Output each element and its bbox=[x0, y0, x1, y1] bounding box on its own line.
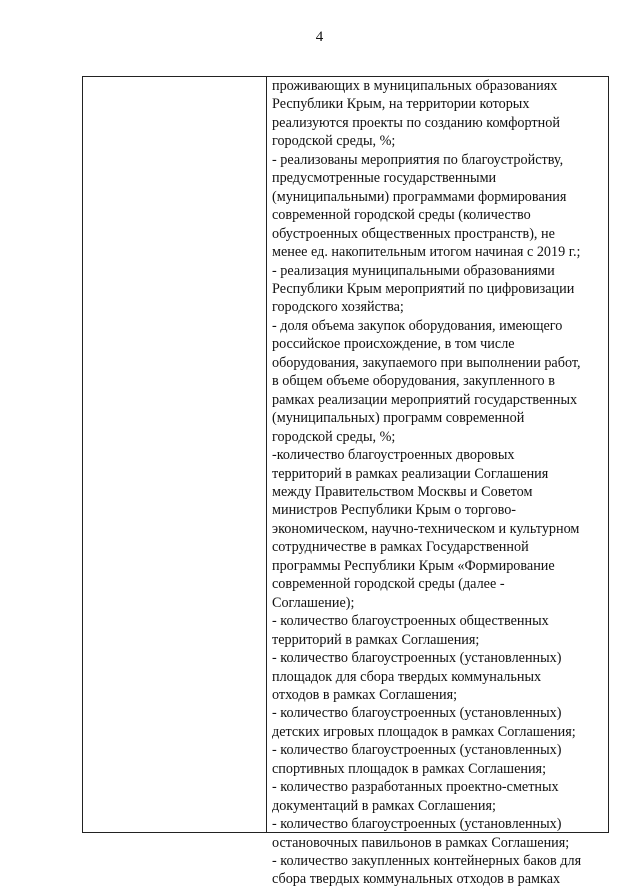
text-line: - количество благоустроенных общественных bbox=[272, 613, 549, 630]
text-line: площадок для сбора твердых коммунальных bbox=[272, 668, 542, 685]
text-line: обустроенных общественных пространств), не bbox=[272, 225, 555, 242]
text-line: российское происхождение, в том числе bbox=[272, 336, 515, 353]
text-line: программы Республики Крым «Формирование bbox=[272, 557, 555, 574]
text-line: территорий в рамках Соглашения; bbox=[272, 631, 480, 648]
page-number: 4 bbox=[315, 29, 324, 45]
text-line: -количество благоустроенных дворовых bbox=[272, 447, 515, 464]
table-left-cell bbox=[83, 77, 267, 832]
text-line: реализуются проекты по созданию комфортной bbox=[272, 114, 560, 131]
text-line: (муниципальными) программами формирования bbox=[272, 188, 567, 205]
text-line: - количество благоустроенных (установленных) bbox=[272, 742, 562, 759]
text-line: оборудования, закупаемого при выполнении работ, bbox=[272, 354, 581, 371]
text-line: современной городской среды (количество bbox=[272, 207, 531, 224]
text-line: предусмотренные государственными bbox=[272, 170, 497, 187]
text-line: - количество благоустроенных (установленных) bbox=[272, 650, 562, 667]
text-line: - количество благоустроенных (установленных) bbox=[272, 705, 562, 722]
text-line: городской среды, %; bbox=[272, 133, 396, 150]
text-line: между Правительством Москвы и Советом bbox=[272, 483, 533, 500]
document-table bbox=[82, 76, 609, 888]
text-line: - реализованы мероприятия по благоустройству, bbox=[272, 151, 564, 168]
text-line: экономическом, научно-техническом и культурном bbox=[272, 520, 580, 537]
text-line: - количество благоустроенных (установленных) bbox=[272, 816, 562, 833]
text-line: Республики Крым мероприятий по цифровизации bbox=[272, 280, 575, 297]
text-line: проживающих в муниципальных образованиях bbox=[272, 78, 558, 94]
text-line: документаций в рамках Соглашения; bbox=[272, 797, 496, 814]
text-line: министров Республики Крым о торгово- bbox=[272, 502, 517, 519]
text-line: в общем объеме оборудования, закупленного в bbox=[272, 373, 555, 390]
text-line: детских игровых площадок в рамках Соглашения; bbox=[272, 723, 576, 740]
table-right-cell bbox=[267, 77, 609, 888]
text-line: - количество закупленных контейнерных баков для bbox=[272, 853, 582, 870]
text-line: (муниципальных) программ современной bbox=[272, 410, 525, 427]
text-line: рамках реализации мероприятий государственных bbox=[272, 391, 578, 408]
text-line: - количество разработанных проектно-сметных bbox=[272, 779, 559, 796]
text-line: остановочных павильонов в рамках Соглашения; bbox=[272, 834, 570, 851]
text-line: - доля объема закупок оборудования, имеющего bbox=[272, 317, 563, 334]
text-line: спортивных площадок в рамках Соглашения; bbox=[272, 760, 547, 777]
text-line: городского хозяйства; bbox=[272, 299, 404, 316]
text-line: современной городской среды (далее - bbox=[272, 576, 505, 593]
text-line: сбора твердых коммунальных отходов в рамках bbox=[272, 871, 561, 888]
text-line: отходов в рамках Соглашения; bbox=[272, 686, 458, 703]
text-line: Республики Крым, на территории которых bbox=[272, 96, 530, 113]
text-line: сотрудничестве в рамках Государственной bbox=[272, 539, 529, 556]
text-line: городской среды, %; bbox=[272, 428, 396, 445]
text-line: менее ед. накопительным итогом начиная с 2019 г.; bbox=[272, 244, 581, 261]
text-line: - реализация муниципальными образованиями bbox=[272, 262, 555, 279]
text-line: территорий в рамках реализации Соглашения bbox=[272, 465, 549, 482]
text-line: Соглашение); bbox=[272, 594, 355, 611]
